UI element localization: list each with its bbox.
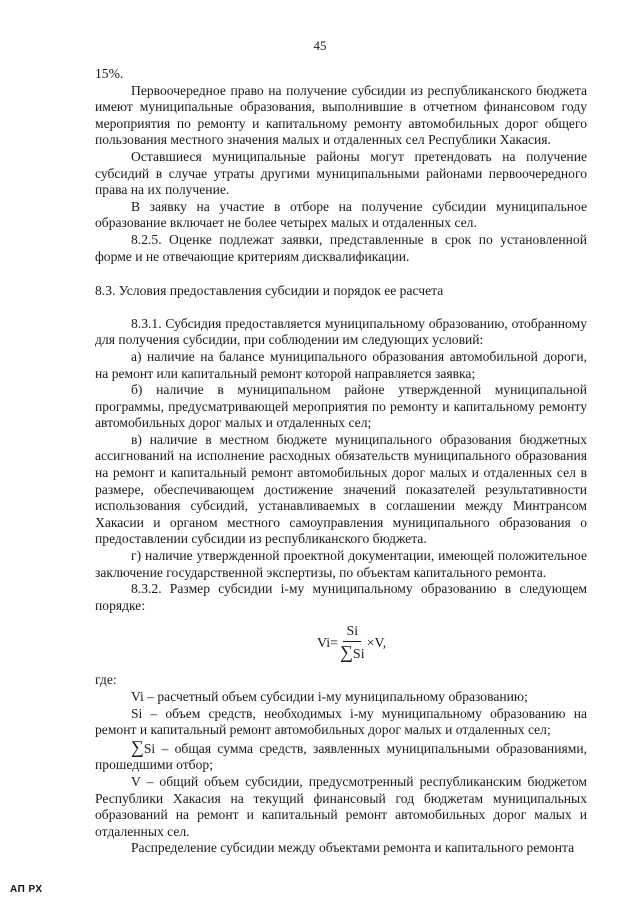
formula-fraction: [340, 624, 365, 664]
formula-sigma: ∑: [340, 642, 353, 663]
formula-numerator: Si: [343, 624, 361, 642]
paragraph-application-limit: В заявку на участие в отборе на получение субсидии муниципальное образование включает не более четырех малых и отдаленных сел.: [95, 198, 587, 231]
formula-denominator: Si: [352, 647, 365, 663]
archive-stamp: АП РХ: [10, 884, 43, 895]
section-heading: 8.3. Условия предоставления субсидии и порядок ее расчета: [95, 283, 444, 299]
formula-tail: ×V,: [366, 636, 387, 652]
condition-a: а) наличие на балансе муниципального образования автомобильной дороги, на ремонт или капитальный ремонт которой направляется заявка;: [95, 348, 587, 381]
condition-v: в) наличие в местном бюджете муниципального образования бюджетных ассигнований на исполнение расходных обязательств муниципального образования на ремонт и капитальный ремонт автомобильных дорог малых и отдаленных сел в размере, обеспечивающем достижение значений показателей результативности использования субсидий, устанавливаемых в соглашении между Минтрансом Хакасии и органом местного самоуправления муниципального образования о предоставлении субсидии из республиканского бюджета.: [95, 431, 587, 547]
definition-v: V – общий объем субсидии, предусмотренный республиканским бюджетом Республики Хакасия на текущий финансовый год бюджетам муниципальных образований на ремонт и капитальный ремонт автомобильных дорог малых и отдаленных сел.: [95, 773, 587, 839]
condition-g: г) наличие утвержденной проектной документации, имеющей положительное заключение государственной экспертизы, по объектам капитального ремонта.: [95, 548, 587, 580]
page-number: 45: [313, 38, 327, 53]
definition-si: Si – объем средств, необходимых i-му муниципальному образованию на ремонт и капитальный ремонт автомобильных дорог малых и отдаленных сел;: [95, 705, 587, 738]
definition-vi: Vi – расчетный объем субсидии i-му муниципальному образованию;: [131, 689, 528, 704]
paragraph-8-3-2: 8.3.2. Размер субсидии i-му муниципальному образованию в следующем порядке:: [95, 581, 587, 613]
paragraph-distribution: Распределение субсидии между объектами ремонта и капитального ремонта: [131, 840, 575, 856]
paragraph-8-2-5: 8.2.5. Оценке подлежат заявки, представленные в срок по установленной форме и не отвечающие критериям дисквалификации.: [95, 231, 587, 264]
paragraph-remaining-districts: Оставшиеся муниципальные районы могут претендовать на получение субсидий в случае утраты другими муниципальными районами первоочередного права на их получение.: [95, 148, 587, 198]
paragraph-priority-right: Первоочередное право на получение субсидии из республиканского бюджета имеют муниципальные образования, выполнившие в отчетном финансовом году мероприятия по ремонту и капитальному ремонту автомобильных дорог общего пользования местного значения малых и отдаленных сел Республики Хакасия.: [95, 82, 587, 148]
document-body: [95, 66, 587, 857]
sum-var: Si: [143, 740, 156, 756]
paragraph-continuation: 15%.: [95, 66, 124, 81]
subsidy-formula: [95, 622, 587, 666]
definition-sum-si: [95, 736, 587, 774]
condition-b: б) наличие в муниципальном районе утвержденной муниципальной программы, предусматривающей мероприятия по ремонту и капитальному ремонту автомобильных дорог малых и отдаленных сел;: [95, 382, 587, 431]
paragraph-8-3-1: 8.3.1. Субсидия предоставляется муниципальному образованию, отобранному для получения субсидии, при соблюдении им следующих условий:: [95, 315, 587, 348]
formula-denominator-group: [340, 642, 365, 664]
formula-lhs: Vi=: [317, 636, 339, 652]
sum-sigma: ∑: [131, 736, 144, 757]
where-label: где:: [95, 672, 117, 688]
sum-text: – общая сумма средств, заявленных муниципальными образованиями, прошедшими отбор;: [95, 740, 587, 773]
